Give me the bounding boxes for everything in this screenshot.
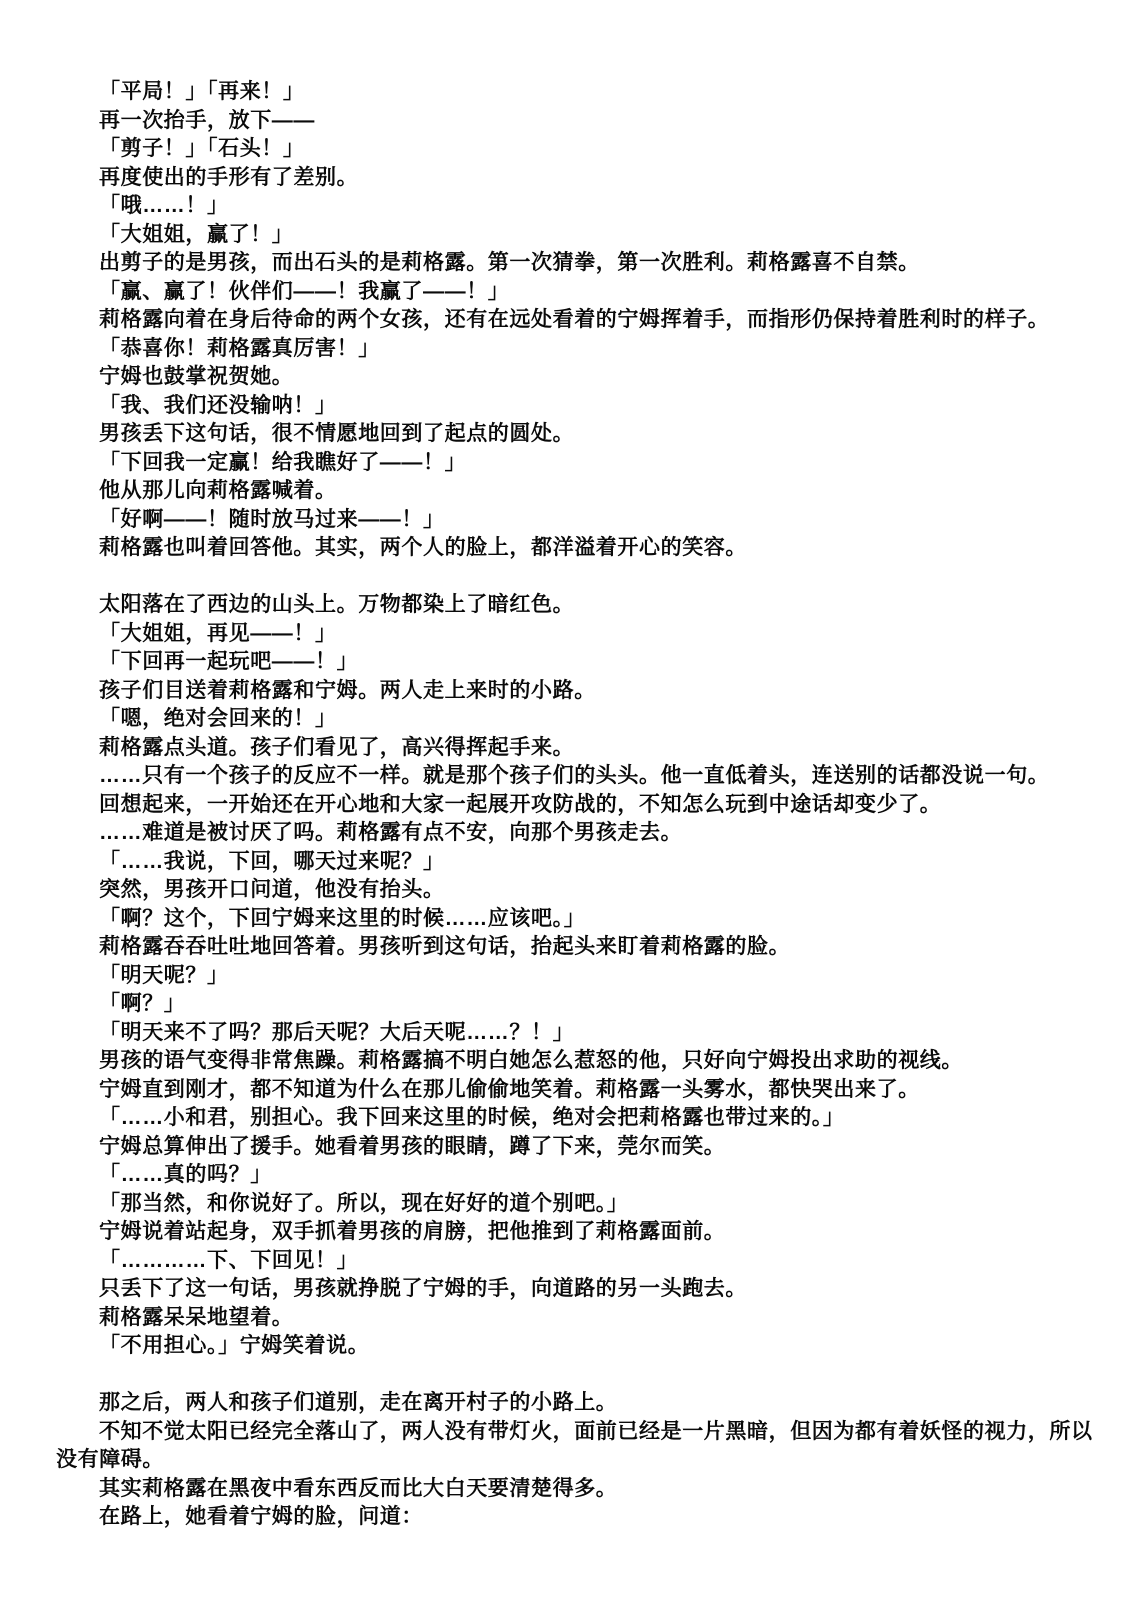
text-line: 出剪子的是男孩，而出石头的是莉格露。第一次猜拳，第一次胜利。莉格露喜不自禁。 [99,251,920,274]
text-line: 只丢下了这一句话，男孩就挣脱了宁姆的手，向道路的另一头跑去。 [99,1277,747,1300]
text-line: 「…………下、下回见！」 [99,1248,359,1272]
text-line: 莉格露呆呆地望着。 [99,1305,294,1329]
text-line: 宁姆说着站起身，双手抓着男孩的肩膀，把他推到了莉格露面前。 [99,1220,726,1243]
text-line: 莉格露向着在身后待命的两个女孩，还有在远处看着的宁姆挥着手，而指形仍保持着胜利时的样子。 [99,308,1050,331]
text-line: 「大姐姐，赢了！」 [99,222,294,246]
text-line: 「剪子！」「石头！」 [99,137,305,160]
text-line: 「不用担心。」宁姆笑着说。 [99,1334,370,1357]
text-line: 「……小和君，别担心。我下回来这里的时候，绝对会把莉格露也带过来的。」 [99,1106,845,1129]
text-line: 「明天来不了吗？那后天呢？大后天呢……？！」 [99,1020,575,1044]
text-line: 「明天呢？」 [99,963,229,987]
text-line: 其实莉格露在黑夜中看东西反而比大白天要清楚得多。 [99,1476,618,1500]
text-line: 「……真的吗？」 [99,1163,272,1186]
text-line: 那之后，两人和孩子们道别，走在离开村子的小路上。 [99,1391,618,1414]
blank-line [56,1361,1103,1390]
text-line: 「嗯，绝对会回来的！」 [99,707,337,730]
text-line: 男孩丢下这句话，很不情愿地回到了起点的圆处。 [99,422,575,445]
text-line: 「我、我们还没输呐！」 [99,393,337,417]
text-line: 「恭喜你！莉格露真厉害！」 [99,336,380,360]
text-line: 再度使出的手形有了差别。 [99,165,359,189]
text-line: 不知不觉太阳已经完全落山了，两人没有带灯火，面前已经是一片黑暗，但因为都有着妖怪的视力，所以没有障碍。 [56,1419,1093,1471]
text-line: 「赢、赢了！伙伴们——！我赢了——！」 [99,279,510,303]
text-line: 「下回再一起玩吧——！」 [99,650,359,673]
text-line: 莉格露吞吞吐吐地回答着。男孩听到这句话，抬起头来盯着莉格露的脸。 [99,935,791,958]
text-line: 「啊？这个，下回宁姆来这里的时候……应该吧。」 [99,906,586,930]
text-line: 「啊？」 [99,992,186,1015]
text-line: 在路上，她看着宁姆的脸，问道： [99,1505,423,1528]
text-line: 孩子们目送着莉格露和宁姆。两人走上来时的小路。 [99,678,596,702]
text-line: 「大姐姐，再见——！」 [99,621,337,645]
text-line: 莉格露也叫着回答他。其实，两个人的脸上，都洋溢着开心的笑容。 [99,536,747,559]
text-block [56,78,1103,1532]
text-line: 宁姆直到刚才，都不知道为什么在那儿偷偷地笑着。莉格露一头雾水，都快哭出来了。 [99,1077,920,1101]
text-line: ……难道是被讨厌了吗。莉格露有点不安，向那个男孩走去。 [99,821,683,844]
text-line: 男孩的语气变得非常焦躁。莉格露搞不明白她怎么惹怒的他，只好向宁姆投出求助的视线。 [99,1049,963,1072]
text-line: 「那当然，和你说好了。所以，现在好好的道个别吧。」 [99,1191,629,1215]
text-line: 突然，男孩开口问道，他没有抬头。 [99,878,445,901]
text-line: 「哦……！」 [99,194,229,217]
text-line: 宁姆总算伸出了援手。她看着男孩的眼睛，蹲了下来，莞尔而笑。 [99,1134,726,1158]
text-line: 回想起来，一开始还在开心地和大家一起展开攻防战的，不知怎么玩到中途话却变少了。 [99,792,942,816]
text-line: 「好啊——！随时放马过来——！」 [99,507,445,531]
text-line: 「……我说，下回，哪天过来呢？」 [99,849,445,873]
text-line: 他从那儿向莉格露喊着。 [99,479,337,502]
text-line: 莉格露点头道。孩子们看见了，高兴得挥起手来。 [99,735,575,759]
text-line: 「下回我一定赢！给我瞧好了——！」 [99,450,467,474]
text-line: ……只有一个孩子的反应不一样。就是那个孩子们的头头。他一直低着头，连送别的话都没说一句。 [99,764,1050,787]
text-line: 宁姆也鼓掌祝贺她。 [99,365,294,388]
text-line: 「平局！」「再来！」 [99,80,305,103]
blank-line [56,563,1103,592]
text-line: 再一次抬手，放下—— [99,108,315,132]
text-line: 太阳落在了西边的山头上。万物都染上了暗红色。 [99,593,575,616]
